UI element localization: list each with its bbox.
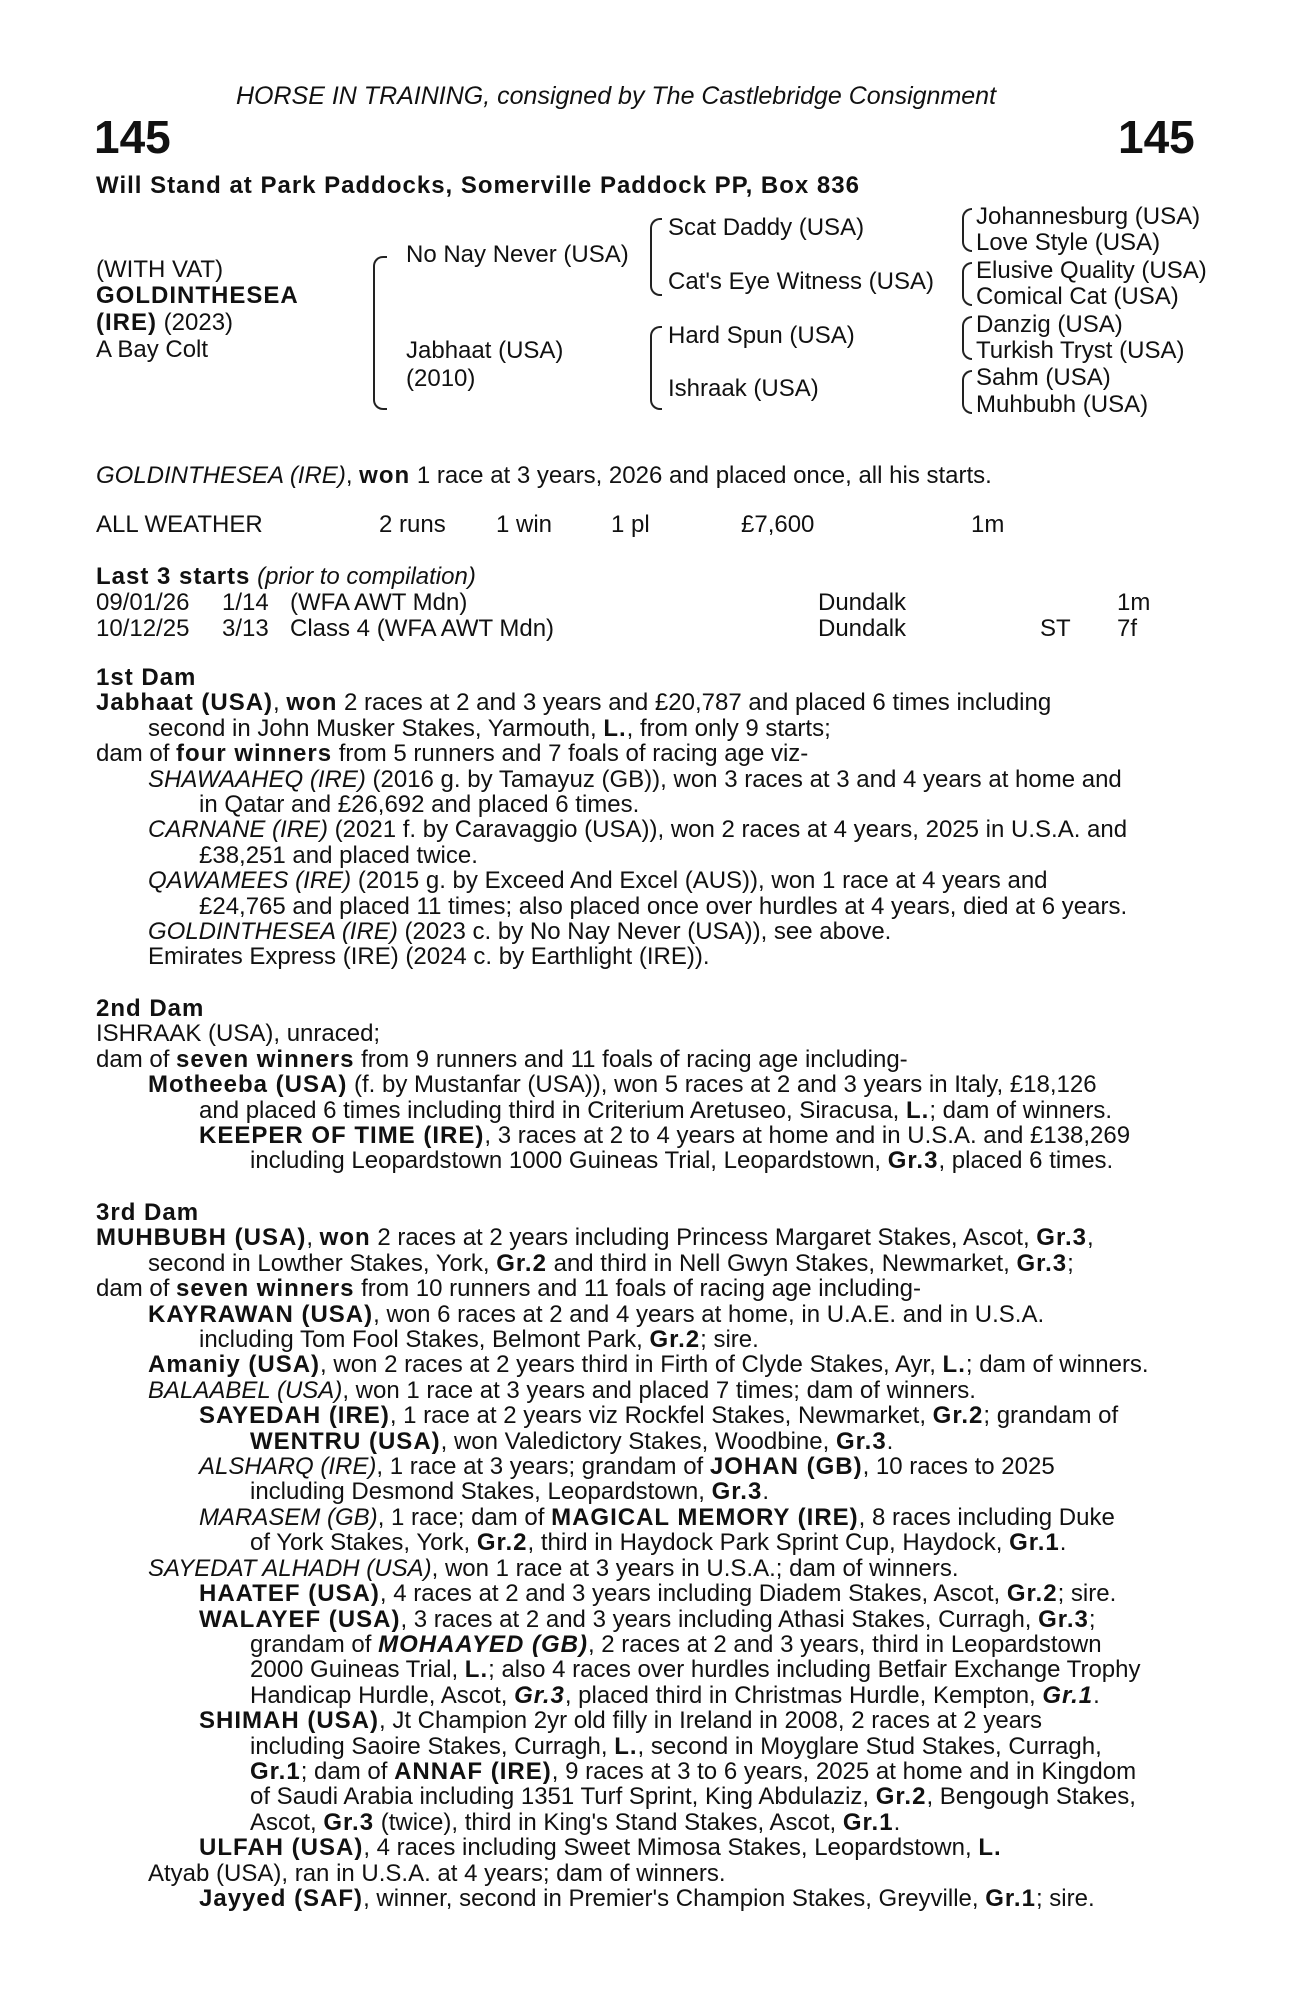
list-item: ULFAH (USA), 4 races including Sweet Mimosa Stakes, Leopardstown, L. — [199, 1834, 1002, 1862]
list-item: SAYEDAT ALHADH (USA), won 1 race at 3 years in U.S.A.; dam of winners. — [148, 1554, 959, 1582]
start-course: Dundalk — [818, 589, 907, 616]
summary-text: 1 race at 3 years, 2026 and placed once, all his starts. — [410, 462, 992, 489]
table-row — [96, 616, 1206, 642]
list-item: GOLDINTHESEA (IRE) (2023 c. by No Nay Never (USA)), see above. — [148, 918, 892, 946]
list-item: Jayyed (SAF), winner, second in Premier's Champion Stakes, Greyville, Gr.1; sire. — [199, 1884, 1095, 1912]
pedigree-dds: Sahm (USA) — [976, 364, 1111, 391]
first-dam-section — [96, 665, 1206, 970]
first-dam-line: Jabhaat (USA), won 2 races at 2 and 3 years and £20,787 and placed 6 times including — [96, 689, 1052, 717]
list-item: KEEPER OF TIME (IRE), 3 races at 2 to 4 years at home and in U.S.A. and £138,269 — [199, 1122, 1131, 1150]
list-item: Motheeba (USA) (f. by Mustanfar (USA)), won 5 races at 2 and 3 years in Italy, £18,126 — [148, 1071, 1097, 1099]
pedigree-ss: Scat Daddy (USA) — [668, 214, 865, 241]
list-item: including Leopardstown 1000 Guineas Trial, Leopardstown, Gr.3, placed 6 times. — [250, 1147, 1114, 1175]
pedigree-dss: Danzig (USA) — [976, 311, 1123, 338]
list-item: SHAWAAHEQ (IRE) (2016 g. by Tamayuz (GB)), won 3 races at 3 and 4 years at home and — [148, 765, 1122, 793]
list-item: MARASEM (GB), 1 race; dam of MAGICAL MEMORY (IRE), 8 races including Duke — [199, 1503, 1115, 1531]
list-item: QAWAMEES (IRE) (2015 g. by Exceed And Excel (AUS)), won 1 race at 4 years and — [148, 867, 1048, 895]
pedigree-ssd: Love Style (USA) — [976, 229, 1161, 256]
second-dam-line: ISHRAAK (USA), unraced; — [96, 1020, 381, 1048]
pedigree-ds: Hard Spun (USA) — [668, 322, 855, 349]
start-date: 10/12/25 — [96, 615, 190, 642]
list-item: WENTRU (USA), won Valedictory Stakes, Woodbine, Gr.3. — [250, 1427, 894, 1455]
start-date: 09/01/26 — [96, 589, 190, 616]
pedigree-sd: Cat's Eye Witness (USA) — [668, 268, 934, 295]
list-item: Ascot, Gr.3 (twice), third in King's Stand Stakes, Ascot, Gr.1. — [250, 1808, 901, 1836]
first-dam-heading: 1st Dam — [96, 664, 197, 691]
last-starts-heading — [96, 563, 476, 591]
list-item: SHIMAH (USA), Jt Champion 2yr old filly in Ireland in 2008, 2 races at 2 years — [199, 1707, 1042, 1735]
third-dam-heading: 3rd Dam — [96, 1199, 200, 1226]
list-item: grandam of MOHAAYED (GB), 2 races at 2 and 3 years, third in Leopardstown — [250, 1630, 1102, 1658]
third-dam-line: second in Lowther Stakes, York, Gr.2 and third in Nell Gwyn Stakes, Newmarket, Gr.3; — [148, 1249, 1074, 1277]
pedigree-ddd: Muhbubh (USA) — [976, 391, 1149, 418]
first-dam-line: dam of four winners from 5 runners and 7 foals of racing age viz- — [96, 740, 809, 768]
pedigree-dam: Jabhaat (USA) — [406, 337, 564, 364]
third-dam-section — [96, 1200, 1206, 1911]
list-item: Handicap Hurdle, Ascot, Gr.3, placed third in Christmas Hurdle, Kempton, Gr.1. — [250, 1681, 1100, 1709]
record-distance: 1m — [971, 511, 1005, 538]
pedigree-sdd: Comical Cat (USA) — [976, 283, 1179, 310]
pedigree-brace-sire — [650, 218, 662, 296]
third-dam-line: MUHBUBH (USA), won 2 races at 2 years including Princess Margaret Stakes, Ascot, Gr.3, — [96, 1224, 1094, 1252]
table-row — [96, 590, 1206, 616]
third-dam-line: dam of seven winners from 10 runners and 11 foals of racing age including- — [96, 1275, 922, 1303]
pedigree-brace-sd — [962, 262, 972, 306]
record-surface: ALL WEATHER — [96, 511, 263, 538]
pedigree-dsd: Turkish Tryst (USA) — [976, 337, 1185, 364]
list-item: WALAYEF (USA), 3 races at 2 and 3 years including Athasi Stakes, Curragh, Gr.3; — [199, 1605, 1096, 1633]
lot-number-left: 145 — [94, 111, 171, 163]
second-dam-line: dam of seven winners from 9 runners and 11 foals of racing age including- — [96, 1045, 908, 1073]
pedigree-brace-dd — [962, 370, 972, 414]
record-wins: 1 win — [496, 511, 553, 538]
pedigree-brace-ds — [962, 316, 972, 360]
pedigree-brace-main — [373, 256, 387, 410]
second-dam-section — [96, 996, 1206, 1174]
list-item: BALAABEL (USA), won 1 race at 3 years and placed 7 times; dam of winners. — [148, 1376, 976, 1404]
last-starts-title: Last 3 starts — [96, 563, 251, 590]
start-position: 1/14 — [222, 589, 269, 616]
horse-origin: (IRE) — [96, 309, 157, 336]
start-distance: 1m — [1117, 589, 1151, 616]
start-course: Dundalk — [818, 615, 907, 642]
pedigree-sire: No Nay Never (USA) — [406, 241, 629, 268]
list-item: KAYRAWAN (USA), won 6 races at 2 and 4 years at home, in U.A.E. and in U.S.A. — [148, 1300, 1045, 1328]
pedigree-sss: Johannesburg (USA) — [976, 203, 1201, 230]
horse-year: (2023) — [163, 309, 234, 336]
list-item: including Saoire Stakes, Curragh, L., second in Moyglare Stud Stakes, Curragh, — [250, 1732, 1102, 1760]
record-row — [96, 512, 1206, 540]
list-item: Atyab (USA), ran in U.S.A. at 4 years; dam of winners. — [148, 1859, 726, 1887]
list-item: £24,765 and placed 11 times; also placed once over hurdles at 4 years, died at 6 years. — [199, 892, 1128, 920]
list-item: 2000 Guineas Trial, L.; also 4 races over hurdles including Betfair Exchange Trophy — [250, 1656, 1141, 1684]
horse-origin-year — [96, 309, 233, 337]
horse-name: GOLDINTHESEA — [96, 282, 299, 309]
list-item: Gr.1; dam of ANNAF (IRE), 9 races at 3 to 6 years, 2025 at home and in Kingdom — [250, 1757, 1137, 1785]
record-runs: 2 runs — [379, 511, 446, 538]
list-item: of York Stakes, York, Gr.2, third in Haydock Park Sprint Cup, Haydock, Gr.1. — [250, 1529, 1067, 1557]
list-item: and placed 6 times including third in Criterium Aretuseo, Siracusa, L.; dam of winners. — [199, 1096, 1113, 1124]
vat-label: (WITH VAT) — [96, 256, 224, 283]
list-item: ALSHARQ (IRE), 1 race at 3 years; grandam of JOHAN (GB), 10 races to 2025 — [199, 1453, 1055, 1481]
start-race: Class 4 (WFA AWT Mdn) — [290, 615, 555, 642]
summary-won: won — [359, 462, 411, 489]
list-item: HAATEF (USA), 4 races at 2 and 3 years including Diadem Stakes, Ascot, Gr.2; sire. — [199, 1580, 1117, 1608]
list-item: of Saudi Arabia including 1351 Turf Sprint, King Abdulaziz, Gr.2, Bengough Stakes, — [250, 1783, 1136, 1811]
last-starts-note: (prior to compilation) — [257, 563, 476, 590]
lot-number-right: 145 — [1118, 111, 1195, 163]
start-going: ST — [1040, 615, 1071, 642]
start-race: (WFA AWT Mdn) — [290, 589, 468, 616]
horse-description: A Bay Colt — [96, 336, 209, 363]
list-item: SAYEDAH (IRE), 1 race at 2 years viz Rockfel Stakes, Newmarket, Gr.2; grandam of — [199, 1402, 1119, 1430]
stand-location: Will Stand at Park Paddocks, Somerville Paddock PP, Box 836 — [96, 172, 860, 199]
list-item: Emirates Express (IRE) (2024 c. by Earthlight (IRE)). — [148, 943, 710, 971]
pedigree-dam-year: (2010) — [406, 365, 476, 392]
list-item: CARNANE (IRE) (2021 f. by Caravaggio (USA)), won 2 races at 4 years, 2025 in U.S.A. and — [148, 816, 1128, 844]
first-dam-line: second in John Musker Stakes, Yarmouth, L., from only 9 starts; — [148, 714, 831, 742]
race-summary: GOLDINTHESEA (IRE), won 1 race at 3 years, 2026 and placed once, all his starts. — [96, 462, 992, 489]
list-item: Amaniy (USA), won 2 races at 2 years third in Firth of Clyde Stakes, Ayr, L.; dam of winners. — [148, 1351, 1149, 1379]
second-dam-heading: 2nd Dam — [96, 995, 205, 1022]
record-prize: £7,600 — [741, 511, 815, 538]
start-position: 3/13 — [222, 615, 269, 642]
pedigree-dd: Ishraak (USA) — [668, 375, 819, 402]
start-distance: 7f — [1117, 615, 1138, 642]
list-item: including Tom Fool Stakes, Belmont Park, Gr.2; sire. — [199, 1326, 759, 1354]
summary-horse-name: GOLDINTHESEA (IRE) — [96, 462, 346, 489]
list-item: £38,251 and placed twice. — [199, 841, 478, 869]
list-item: in Qatar and £26,692 and placed 6 times. — [199, 791, 640, 819]
pedigree-brace-ss — [962, 208, 972, 252]
pedigree-sds: Elusive Quality (USA) — [976, 257, 1207, 284]
list-item: including Desmond Stakes, Leopardstown, Gr.3. — [250, 1478, 769, 1506]
pedigree-brace-dam — [650, 326, 662, 410]
catalogue-header: HORSE IN TRAINING, consigned by The Castlebridge Consignment — [236, 82, 997, 110]
record-placed: 1 pl — [611, 511, 650, 538]
